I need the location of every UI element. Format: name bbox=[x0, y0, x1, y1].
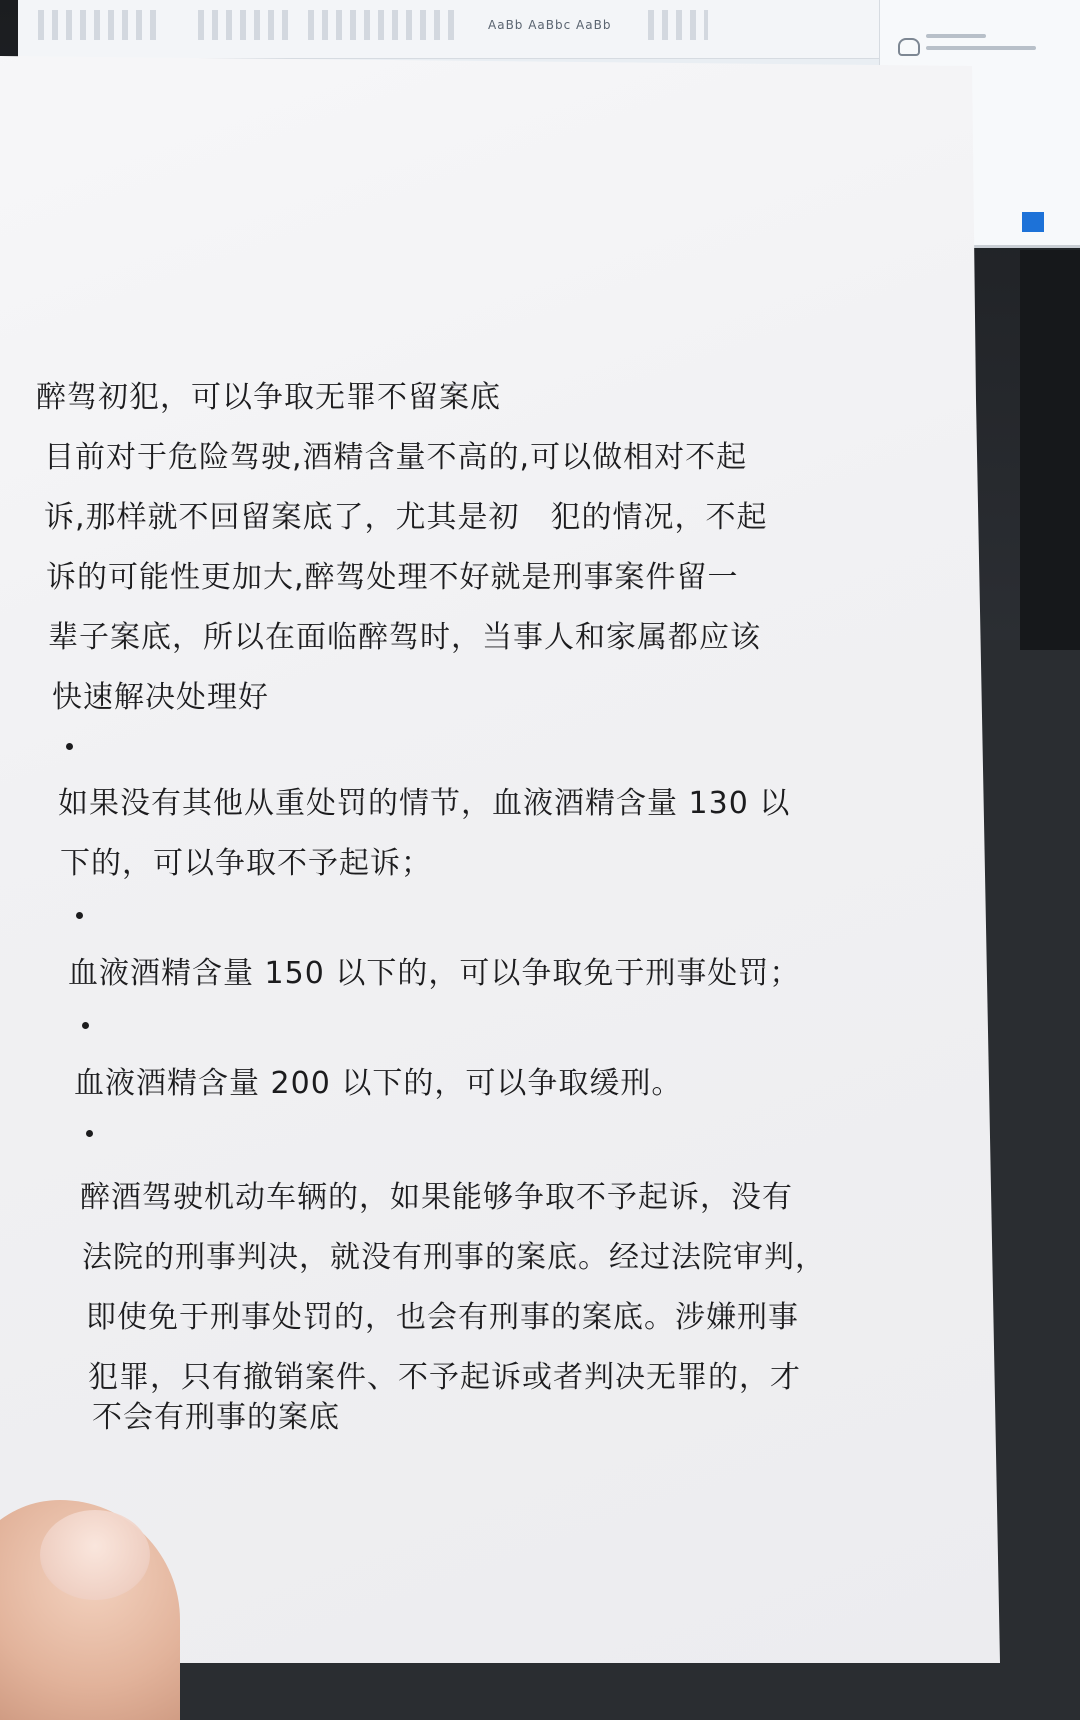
intro-line: 诉的可能性更加大,醉驾处理不好就是刑事案件留一 bbox=[46, 560, 739, 595]
bullet-line: 血液酒精含量 200 以下的，可以争取缓刑。 bbox=[74, 1066, 683, 1101]
bullet-line: 犯罪，只有撤销案件、不予起诉或者判决无罪的，才 bbox=[88, 1360, 801, 1395]
thumbnail-nail bbox=[40, 1510, 150, 1600]
bullet-dot bbox=[82, 1022, 89, 1029]
cloud-icon bbox=[898, 38, 920, 56]
ribbon-group bbox=[38, 10, 158, 40]
bullet-line: 如果没有其他从重处罚的情节，血液酒精含量 130 以 bbox=[58, 786, 791, 821]
bullet-line: 醉酒驾驶机动车辆的，如果能够争取不予起诉，没有 bbox=[80, 1180, 793, 1215]
ribbon-group bbox=[648, 10, 708, 40]
panel-line bbox=[926, 34, 986, 38]
intro-line: 目前对于危险驾驶,酒精含量不高的,可以做相对不起 bbox=[44, 440, 748, 475]
panel-line bbox=[926, 46, 1036, 50]
document-title: 醉驾初犯，可以争取无罪不留案底 bbox=[36, 380, 501, 415]
ribbon-group bbox=[198, 10, 288, 40]
bullet-line: 下的，可以争取不予起诉； bbox=[60, 846, 432, 881]
styles-gallery: AaBb AaBbc AaBb bbox=[488, 18, 612, 32]
monitor-edge bbox=[1020, 250, 1080, 650]
blue-accent bbox=[1022, 212, 1044, 232]
bullet-dot bbox=[66, 743, 73, 750]
bullet-line: 血液酒精含量 150 以下的，可以争取免于刑事处罚； bbox=[68, 956, 801, 991]
bullet-dot bbox=[86, 1130, 93, 1137]
ribbon-group bbox=[308, 10, 458, 40]
bullet-line: 法院的刑事判决，就没有刑事的案底。经过法院审判， bbox=[82, 1240, 826, 1275]
intro-line: 诉,那样就不回留案底了，尤其是初 犯的情况，不起 bbox=[44, 500, 768, 535]
bullet-line: 即使免于刑事处罚的，也会有刑事的案底。涉嫌刑事 bbox=[86, 1300, 799, 1335]
intro-line: 快速解决处理好 bbox=[52, 680, 269, 715]
bullet-dot bbox=[76, 912, 83, 919]
bullet-line: 不会有刑事的案底 bbox=[92, 1400, 340, 1435]
intro-line: 辈子案底，所以在面临醉驾时，当事人和家属都应该 bbox=[48, 620, 761, 655]
